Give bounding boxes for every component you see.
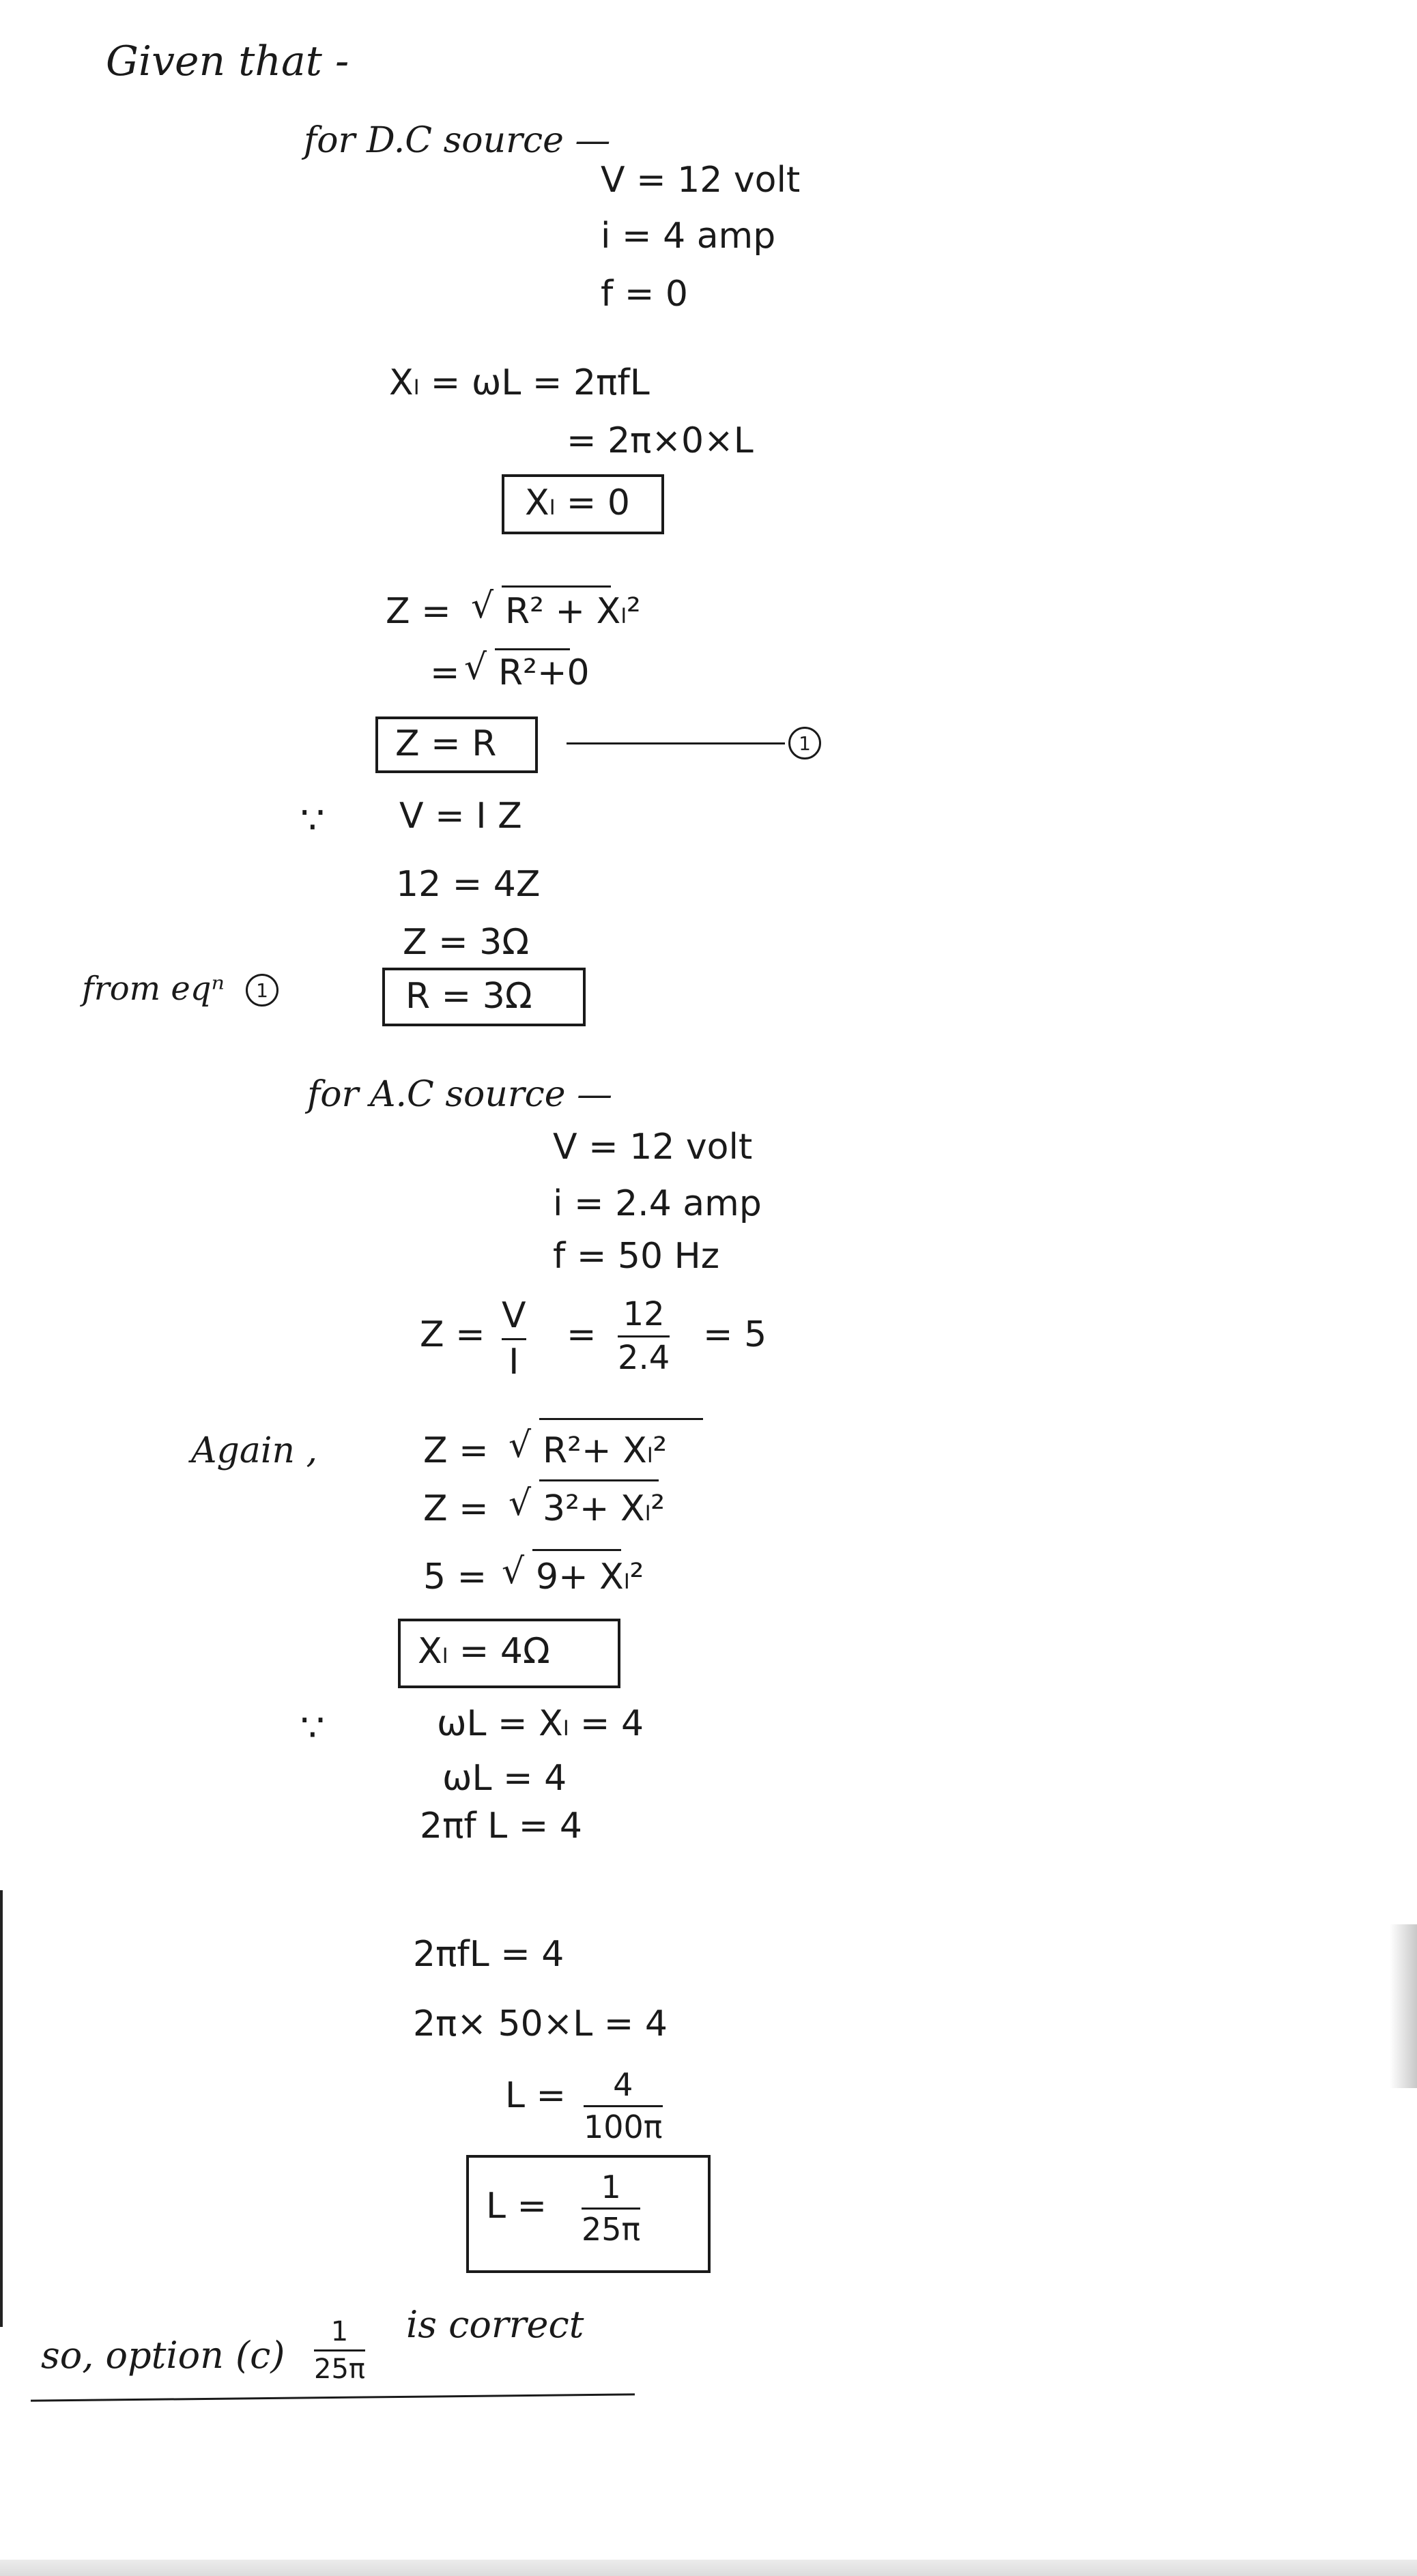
ac-za-lhs: Z = — [423, 1430, 489, 1471]
dc-z-rhs: R² + Xₗ² — [505, 591, 641, 632]
dc-leader-line — [567, 742, 785, 744]
dc-z-lhs: Z = — [386, 591, 451, 632]
ac-heading: for A.C source — — [307, 1074, 613, 1115]
given-heading: Given that - — [106, 38, 349, 85]
sqrt-sign: √ — [464, 647, 487, 688]
scan-bottom-band — [0, 2560, 1417, 2576]
dc-z2-lhs: = — [430, 652, 460, 693]
ac-l-fraction — [584, 2068, 663, 2144]
ac-z-fraction — [502, 1297, 526, 1382]
sqrt-bar — [539, 1479, 659, 1481]
conclusion-prefix: so, option (c) — [41, 2334, 285, 2377]
ac-zc-rhs: 9+ Xₗ² — [536, 1557, 644, 1597]
ac-z-numerator: V — [502, 1295, 526, 1336]
ac-xl-result: Xₗ = 4Ω — [418, 1631, 550, 1672]
sqrt-sign: √ — [509, 1425, 532, 1466]
sqrt-sign: √ — [502, 1551, 525, 1592]
conclusion-numerator: 1 — [330, 2316, 349, 2347]
dc-voltage: V = 12 volt — [601, 160, 801, 201]
dc-z-result-box — [375, 717, 538, 773]
dc-substitution: 12 = 4Z — [396, 864, 541, 905]
ac-voltage: V = 12 volt — [553, 1127, 753, 1168]
from-eq-label: from eqⁿ — [82, 970, 225, 1008]
ac-l-result-denominator: 25π — [582, 2210, 641, 2248]
dc-r-result-box — [382, 968, 586, 1026]
ac-l-numerator: 4 — [613, 2066, 633, 2103]
sqrt-bar — [539, 1418, 703, 1420]
dc-xl-result: Xₗ = 0 — [525, 482, 630, 523]
ac-l-result-lhs: L = — [486, 2186, 547, 2227]
dc-ohm-law: V = I Z — [399, 796, 522, 837]
fraction-bar — [502, 1338, 526, 1340]
dc-equation-number: 1 — [788, 727, 821, 759]
dc-xl-formula: Xₗ = ωL = 2πfL — [389, 362, 650, 403]
sqrt-bar — [532, 1549, 621, 1551]
sqrt-bar — [495, 648, 570, 650]
ac-z-result: = 5 — [703, 1314, 767, 1355]
ac-wl-line1: ωL = Xₗ = 4 — [437, 1703, 644, 1744]
dc-frequency: f = 0 — [601, 274, 689, 315]
ac-l-denominator: 100π — [584, 2108, 663, 2145]
ac-zb-rhs: 3²+ Xₗ² — [543, 1488, 665, 1529]
sqrt-bar — [502, 585, 611, 588]
scan-edge-mark — [0, 1890, 3, 2327]
dc-z-value: Z = 3Ω — [403, 922, 530, 963]
fraction-bar — [584, 2105, 663, 2107]
ac-frequency: f = 50 Hz — [553, 1236, 720, 1277]
fraction-bar — [314, 2349, 365, 2351]
ac-wl-line4: 2πfL = 4 — [413, 1934, 564, 1975]
ac-l-result-fraction — [582, 2170, 640, 2246]
ac-z-denominator: I — [509, 1342, 519, 1383]
ac-xl-result-box — [398, 1619, 620, 1688]
fraction-bar — [582, 2208, 640, 2210]
ac-equals: = — [567, 1314, 597, 1355]
ac-l-lhs: L = — [505, 2075, 567, 2116]
ac-current: i = 2.4 amp — [553, 1183, 762, 1224]
again-label: Again , — [191, 1430, 318, 1471]
ac-l-result-box — [466, 2155, 711, 2273]
conclusion-suffix: is correct — [406, 2303, 584, 2346]
ac-zb-lhs: Z = — [423, 1488, 489, 1529]
dc-xl-substitution: = 2π×0×L — [567, 420, 754, 461]
fraction-bar — [618, 1335, 670, 1337]
from-eq-number: 1 — [246, 974, 278, 1007]
ac-zc-lhs: 5 = — [423, 1557, 487, 1597]
sqrt-sign: √ — [509, 1483, 532, 1524]
ac-z-lhs: Z = — [420, 1314, 485, 1355]
dc-z2-rhs: R²+0 — [498, 652, 590, 693]
ac-numeric-denominator: 2.4 — [618, 1338, 670, 1377]
ac-numeric-fraction — [618, 1297, 670, 1376]
ac-wl-line2: ωL = 4 — [442, 1758, 567, 1799]
dc-xl-result-box — [502, 474, 664, 534]
scan-shadow — [1390, 1924, 1417, 2088]
conclusion-underline — [31, 2393, 635, 2401]
dc-current: i = 4 amp — [601, 216, 776, 257]
ac-wl-line3: 2πf L = 4 — [420, 1806, 582, 1847]
ac-numeric-numerator: 12 — [622, 1295, 665, 1333]
conclusion-denominator: 25π — [314, 2354, 365, 2385]
because-symbol: ∵ — [300, 1706, 325, 1750]
dc-heading: for D.C source — — [304, 120, 611, 161]
sqrt-sign: √ — [471, 585, 494, 626]
ac-l-result-numerator: 1 — [601, 2169, 621, 2205]
conclusion-fraction — [314, 2317, 365, 2384]
ac-za-rhs: R²+ Xₗ² — [543, 1430, 668, 1471]
because-symbol: ∵ — [300, 798, 325, 843]
ac-wl-line5: 2π× 50×L = 4 — [413, 2003, 668, 2044]
dc-r-result: R = 3Ω — [405, 976, 532, 1017]
dc-z-result: Z = R — [395, 723, 497, 764]
